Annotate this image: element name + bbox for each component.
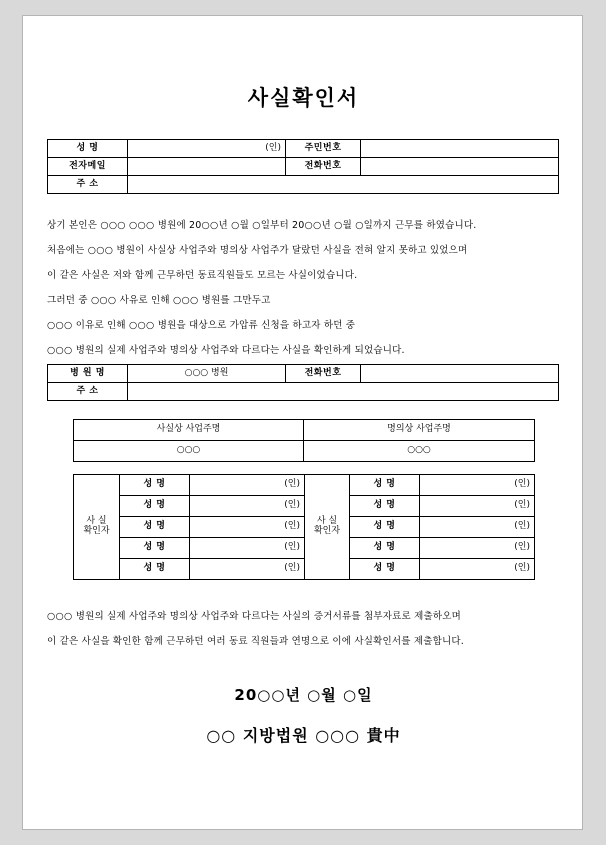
- witness-name-label: 성 명: [350, 517, 420, 538]
- actual-employer-value[interactable]: ○○○: [74, 441, 304, 462]
- body-paragraph-3: [47, 604, 567, 654]
- actual-employer-header: 사실상 사업주명: [74, 420, 304, 441]
- page-title: 사실확인서: [247, 86, 360, 110]
- table-row: [74, 420, 535, 441]
- body-line: 상기 본인은 ○○○ ○○○ 병원에 20○○년 ○월 ○일부터 20○○년 ○월 ○일까지 근무를 하였습니다.: [47, 220, 477, 231]
- witness-name-label: 성 명: [350, 496, 420, 517]
- person-phone-label: 전화번호: [286, 158, 361, 176]
- body-paragraph-2: [47, 288, 567, 363]
- table-row: [48, 158, 559, 176]
- table-row: [74, 496, 535, 517]
- document-date: 20○○년 ○월 ○일: [234, 686, 373, 704]
- witness-group-label-line1: 사 실: [316, 516, 338, 527]
- witness-group-label-right: [305, 475, 350, 580]
- hospital-phone-value[interactable]: [361, 365, 559, 383]
- hospital-address-label: 주 소: [48, 383, 128, 401]
- witness-name-value[interactable]: (인): [190, 496, 305, 517]
- witness-group-label-left: [74, 475, 120, 580]
- document-page: [22, 15, 583, 830]
- witness-group-label-line1: 사 실: [86, 516, 107, 527]
- person-name-label: 성 명: [48, 140, 128, 158]
- person-id-label: 주민번호: [286, 140, 361, 158]
- witness-name-value[interactable]: (인): [190, 538, 305, 559]
- witness-name-value[interactable]: (인): [420, 475, 535, 496]
- table-row: [48, 365, 559, 383]
- witness-name-value[interactable]: (인): [420, 538, 535, 559]
- hospital-info-table: [47, 364, 559, 401]
- body-line: 그러던 중 ○○○ 사유로 인해 ○○○ 병원를 그만두고: [47, 295, 271, 306]
- witness-name-value[interactable]: (인): [420, 559, 535, 580]
- witness-name-label: 성 명: [120, 496, 190, 517]
- table-row: [48, 383, 559, 401]
- person-address-label: 주 소: [48, 176, 128, 194]
- witness-name-value[interactable]: (인): [420, 496, 535, 517]
- table-row: [74, 517, 535, 538]
- person-info-table: [47, 139, 559, 194]
- nominal-employer-value[interactable]: ○○○: [304, 441, 535, 462]
- witness-name-label: 성 명: [350, 538, 420, 559]
- person-name-value[interactable]: (인): [128, 140, 286, 158]
- witness-name-value[interactable]: (인): [420, 517, 535, 538]
- table-row: [74, 441, 535, 462]
- witness-signature-table: [73, 474, 535, 580]
- witness-group-label-line2: 확인자: [83, 526, 110, 536]
- body-paragraph-1: [47, 213, 567, 288]
- witness-name-value[interactable]: (인): [190, 517, 305, 538]
- document-addressee: ○○ 지방법원 ○○○ 貴中: [206, 726, 401, 745]
- person-address-value[interactable]: [128, 176, 559, 194]
- person-id-value[interactable]: [361, 140, 559, 158]
- body-line: 처음에는 ○○○ 병원이 사실상 사업주와 명의상 사업주가 달랐던 사실을 전혀 알지 못하고 있었으며: [47, 245, 468, 256]
- body-line: ○○○ 병원의 실제 사업주와 명의상 사업주와 다르다는 사실을 확인하게 되었습니다.: [47, 345, 405, 356]
- body-line: ○○○ 이유로 인해 ○○○ 병원을 대상으로 가압류 신청을 하고자 하던 중: [47, 320, 356, 331]
- witness-name-label: 성 명: [350, 475, 420, 496]
- person-email-value[interactable]: [128, 158, 286, 176]
- hospital-name-label: 병 원 명: [48, 365, 128, 383]
- witness-group-label-line2: 확인자: [313, 526, 341, 536]
- witness-name-label: 성 명: [350, 559, 420, 580]
- witness-name-label: 성 명: [120, 475, 190, 496]
- witness-name-value[interactable]: (인): [190, 475, 305, 496]
- witness-name-value[interactable]: (인): [190, 559, 305, 580]
- witness-name-label: 성 명: [120, 538, 190, 559]
- body-line: 이 같은 사실은 저와 함께 근무하던 동료직원들도 모르는 사실이었습니다.: [47, 270, 358, 281]
- hospital-address-value[interactable]: [128, 383, 559, 401]
- table-row: [48, 140, 559, 158]
- body-line: ○○○ 병원의 실제 사업주와 명의상 사업주와 다르다는 사실의 증거서류를 첨부자료로 제출하오며: [47, 611, 461, 622]
- employer-name-table: [73, 419, 535, 462]
- witness-name-label: 성 명: [120, 517, 190, 538]
- person-email-label: 전자메일: [48, 158, 128, 176]
- hospital-name-value[interactable]: ○○○ 병원: [128, 365, 286, 383]
- table-row: [48, 176, 559, 194]
- nominal-employer-header: 명의상 사업주명: [304, 420, 535, 441]
- person-phone-value[interactable]: [361, 158, 559, 176]
- hospital-phone-label: 전화번호: [286, 365, 361, 383]
- table-row: [74, 475, 535, 496]
- table-row: [74, 538, 535, 559]
- body-line: 이 같은 사실을 확인한 함께 근무하던 여러 동료 직원들과 연명으로 이에 사실확인서를 제출합니다.: [47, 636, 464, 647]
- table-row: [74, 559, 535, 580]
- witness-name-label: 성 명: [120, 559, 190, 580]
